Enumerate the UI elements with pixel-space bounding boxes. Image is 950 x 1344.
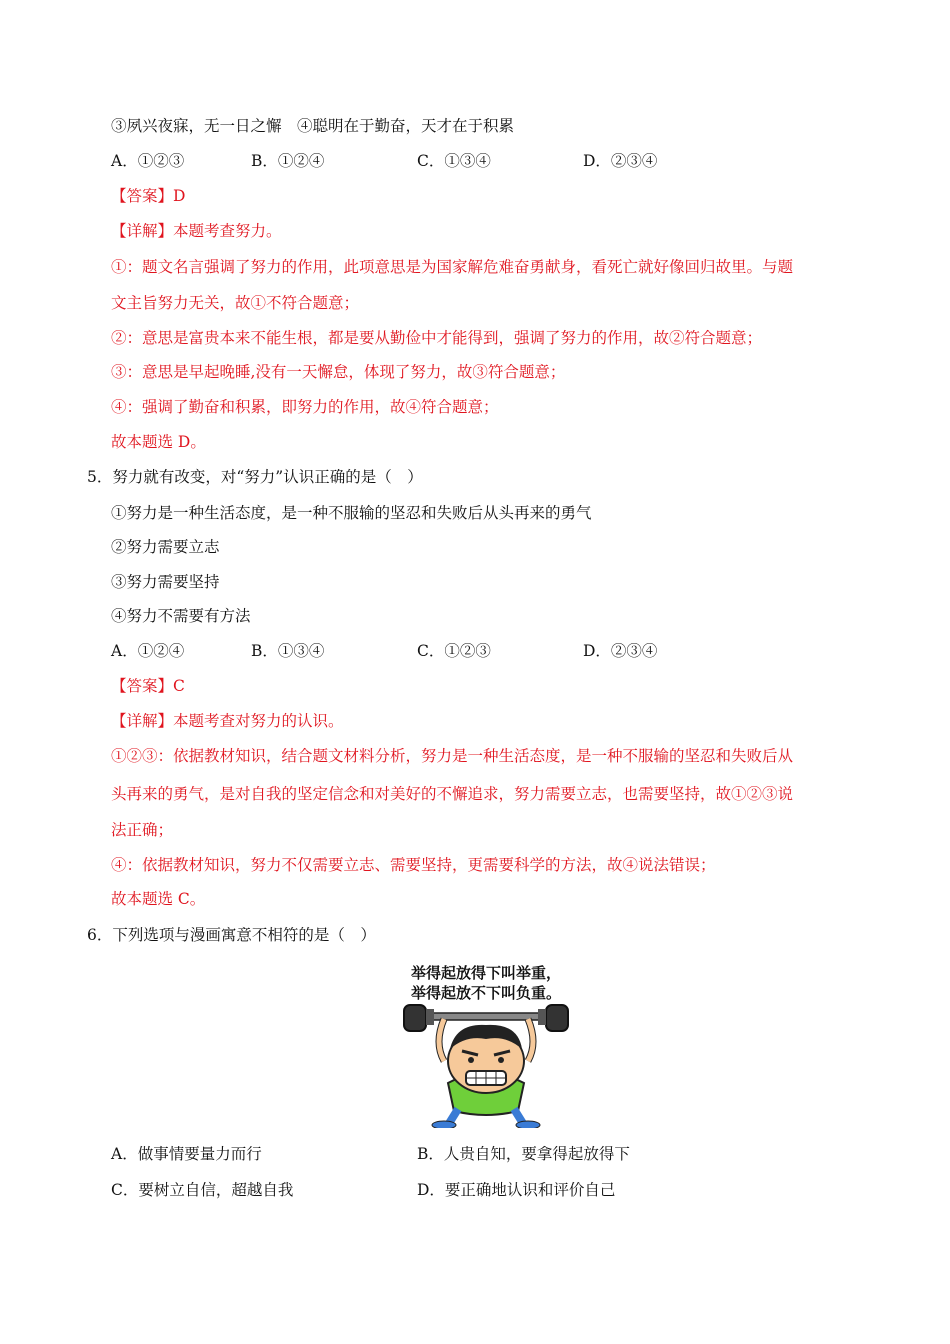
q5-item: ①努力是一种生活态度，是一种不服输的坚忍和失败后从头再来的勇气 <box>111 504 592 522</box>
q4-option-b: B．①②④ <box>251 152 325 170</box>
q5-detail-title: 【详解】本题考查对努力的认识。 <box>111 712 344 730</box>
q4-detail-title: 【详解】本题考查努力。 <box>111 222 282 240</box>
q4-option-d: D．②③④ <box>583 152 658 170</box>
q5-answer: 【答案】C <box>111 677 185 695</box>
q6-option-b: B．人贵自知，要拿得起放得下 <box>417 1145 630 1163</box>
q4-option-a: A．①②③ <box>111 152 185 170</box>
q4-conclusion: 故本题选 D。 <box>111 433 206 451</box>
q5-option-a: A．①②④ <box>111 642 185 660</box>
q5-item: ③努力需要坚持 <box>111 573 220 591</box>
q5-conclusion: 故本题选 C。 <box>111 890 206 908</box>
q6-option-a: A．做事情要量力而行 <box>111 1145 262 1163</box>
q6-option-d: D．要正确地认识和评价自己 <box>417 1181 616 1199</box>
q5-option-b: B．①③④ <box>251 642 325 660</box>
q4-explanation-line: 文主旨努力无关，故①不符合题意； <box>111 294 360 312</box>
q6-option-c: C．要树立自信，超越自我 <box>111 1181 294 1199</box>
q4-answer: 【答案】D <box>111 187 186 205</box>
q5-option-c: C．①②③ <box>417 642 491 660</box>
q4-explanation-line: ④：强调了勤奋和积累，即努力的作用，故④符合题意； <box>111 398 499 416</box>
q5-item: ②努力需要立志 <box>111 538 220 556</box>
q5-item: ④努力不需要有方法 <box>111 607 251 625</box>
q6-stem: 6．下列选项与漫画寓意不相符的是（ ） <box>87 926 376 944</box>
q5-stem: 5．努力就有改变，对“努力”认识正确的是（ ） <box>87 468 423 486</box>
q5-explanation-line: 头再来的勇气，是对自我的坚定信念和对美好的不懈追求，努力需要立志，也需要坚持，故①②③说 <box>111 785 794 803</box>
weightlifter-icon <box>396 1003 576 1128</box>
cartoon-caption-line: 举得起放不下叫负重。 <box>410 984 561 1002</box>
weightlifting-cartoon <box>396 958 576 1128</box>
q5-explanation-line: ④：依据教材知识，努力不仅需要立志、需要坚持，更需要科学的方法，故④说法错误； <box>111 856 716 874</box>
q4-option-c: C．①③④ <box>417 152 491 170</box>
q5-explanation-line: 法正确； <box>111 821 174 839</box>
q4-explanation-line: ②：意思是富贵本来不能生根，都是要从勤俭中才能得到，强调了努力的作用，故②符合题意； <box>111 329 763 347</box>
q4-items-line: ③夙兴夜寐，无一日之懈 ④聪明在于勤奋，天才在于积累 <box>111 117 515 135</box>
q4-explanation-line: ③：意思是早起晚睡,没有一天懈怠，体现了努力，故③符合题意； <box>111 363 566 381</box>
q4-explanation-line: ①：题文名言强调了努力的作用，此项意思是为国家解危难奋勇献身，看死亡就好像回归故里。与题 <box>111 258 794 276</box>
cartoon-caption-line: 举得起放得下叫举重， <box>410 964 561 982</box>
q5-explanation-line: ①②③：依据教材知识，结合题文材料分析，努力是一种生活态度，是一种不服输的坚忍和失败后从 <box>111 747 794 765</box>
q5-option-d: D．②③④ <box>583 642 658 660</box>
